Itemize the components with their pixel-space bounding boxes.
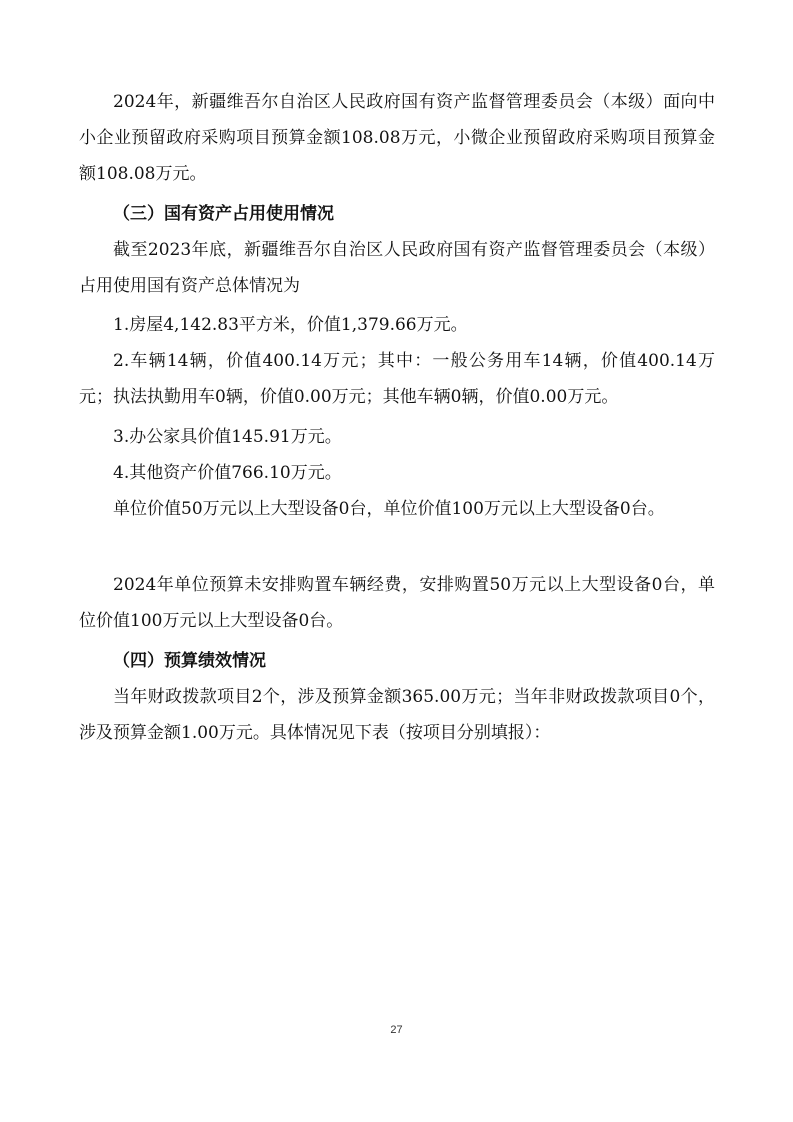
paragraph-vehicle-budget: 2024年单位预算未安排购置车辆经费，安排购置50万元以上大型设备0台，单位价值100万元以上大型设备0台。 [79,575,715,631]
list-item-other-assets: 4.其他资产价值766.10万元。 [113,463,342,483]
list-item-vehicles: 2.车辆14辆，价值400.14万元；其中：一般公务用车14辆，价值400.14万元；执法执勤用车0辆，价值0.00万元；其他车辆0辆，价值0.00万元。 [79,351,715,407]
section-heading-performance: （四）预算绩效情况 [113,651,266,671]
paragraph-large-equipment: 单位价值50万元以上大型设备0台，单位价值100万元以上大型设备0台。 [113,499,665,519]
list-item-furniture: 3.办公家具价值145.91万元。 [113,427,342,447]
page-number: 27 [390,1024,403,1036]
list-item-buildings: 1.房屋4,142.83平方米，价值1,379.66万元。 [113,315,468,335]
paragraph-assets-overview: 截至2023年底，新疆维吾尔自治区人民政府国有资产监督管理委员会（本级）占用使用国有资产总体情况为 [79,240,715,296]
paragraph-sme-procurement: 2024年，新疆维吾尔自治区人民政府国有资产监督管理委员会（本级）面向中小企业预留政府采购项目预算金额108.08万元，小微企业预留政府采购项目预算金额108.08万元。 [79,92,715,184]
paragraph-projects: 当年财政拨款项目2个，涉及预算金额365.00万元；当年非财政拨款项目0个，涉及预算金额1.00万元。具体情况见下表（按项目分别填报）： [79,687,715,743]
section-heading-state-assets: （三）国有资产占用使用情况 [113,204,334,224]
